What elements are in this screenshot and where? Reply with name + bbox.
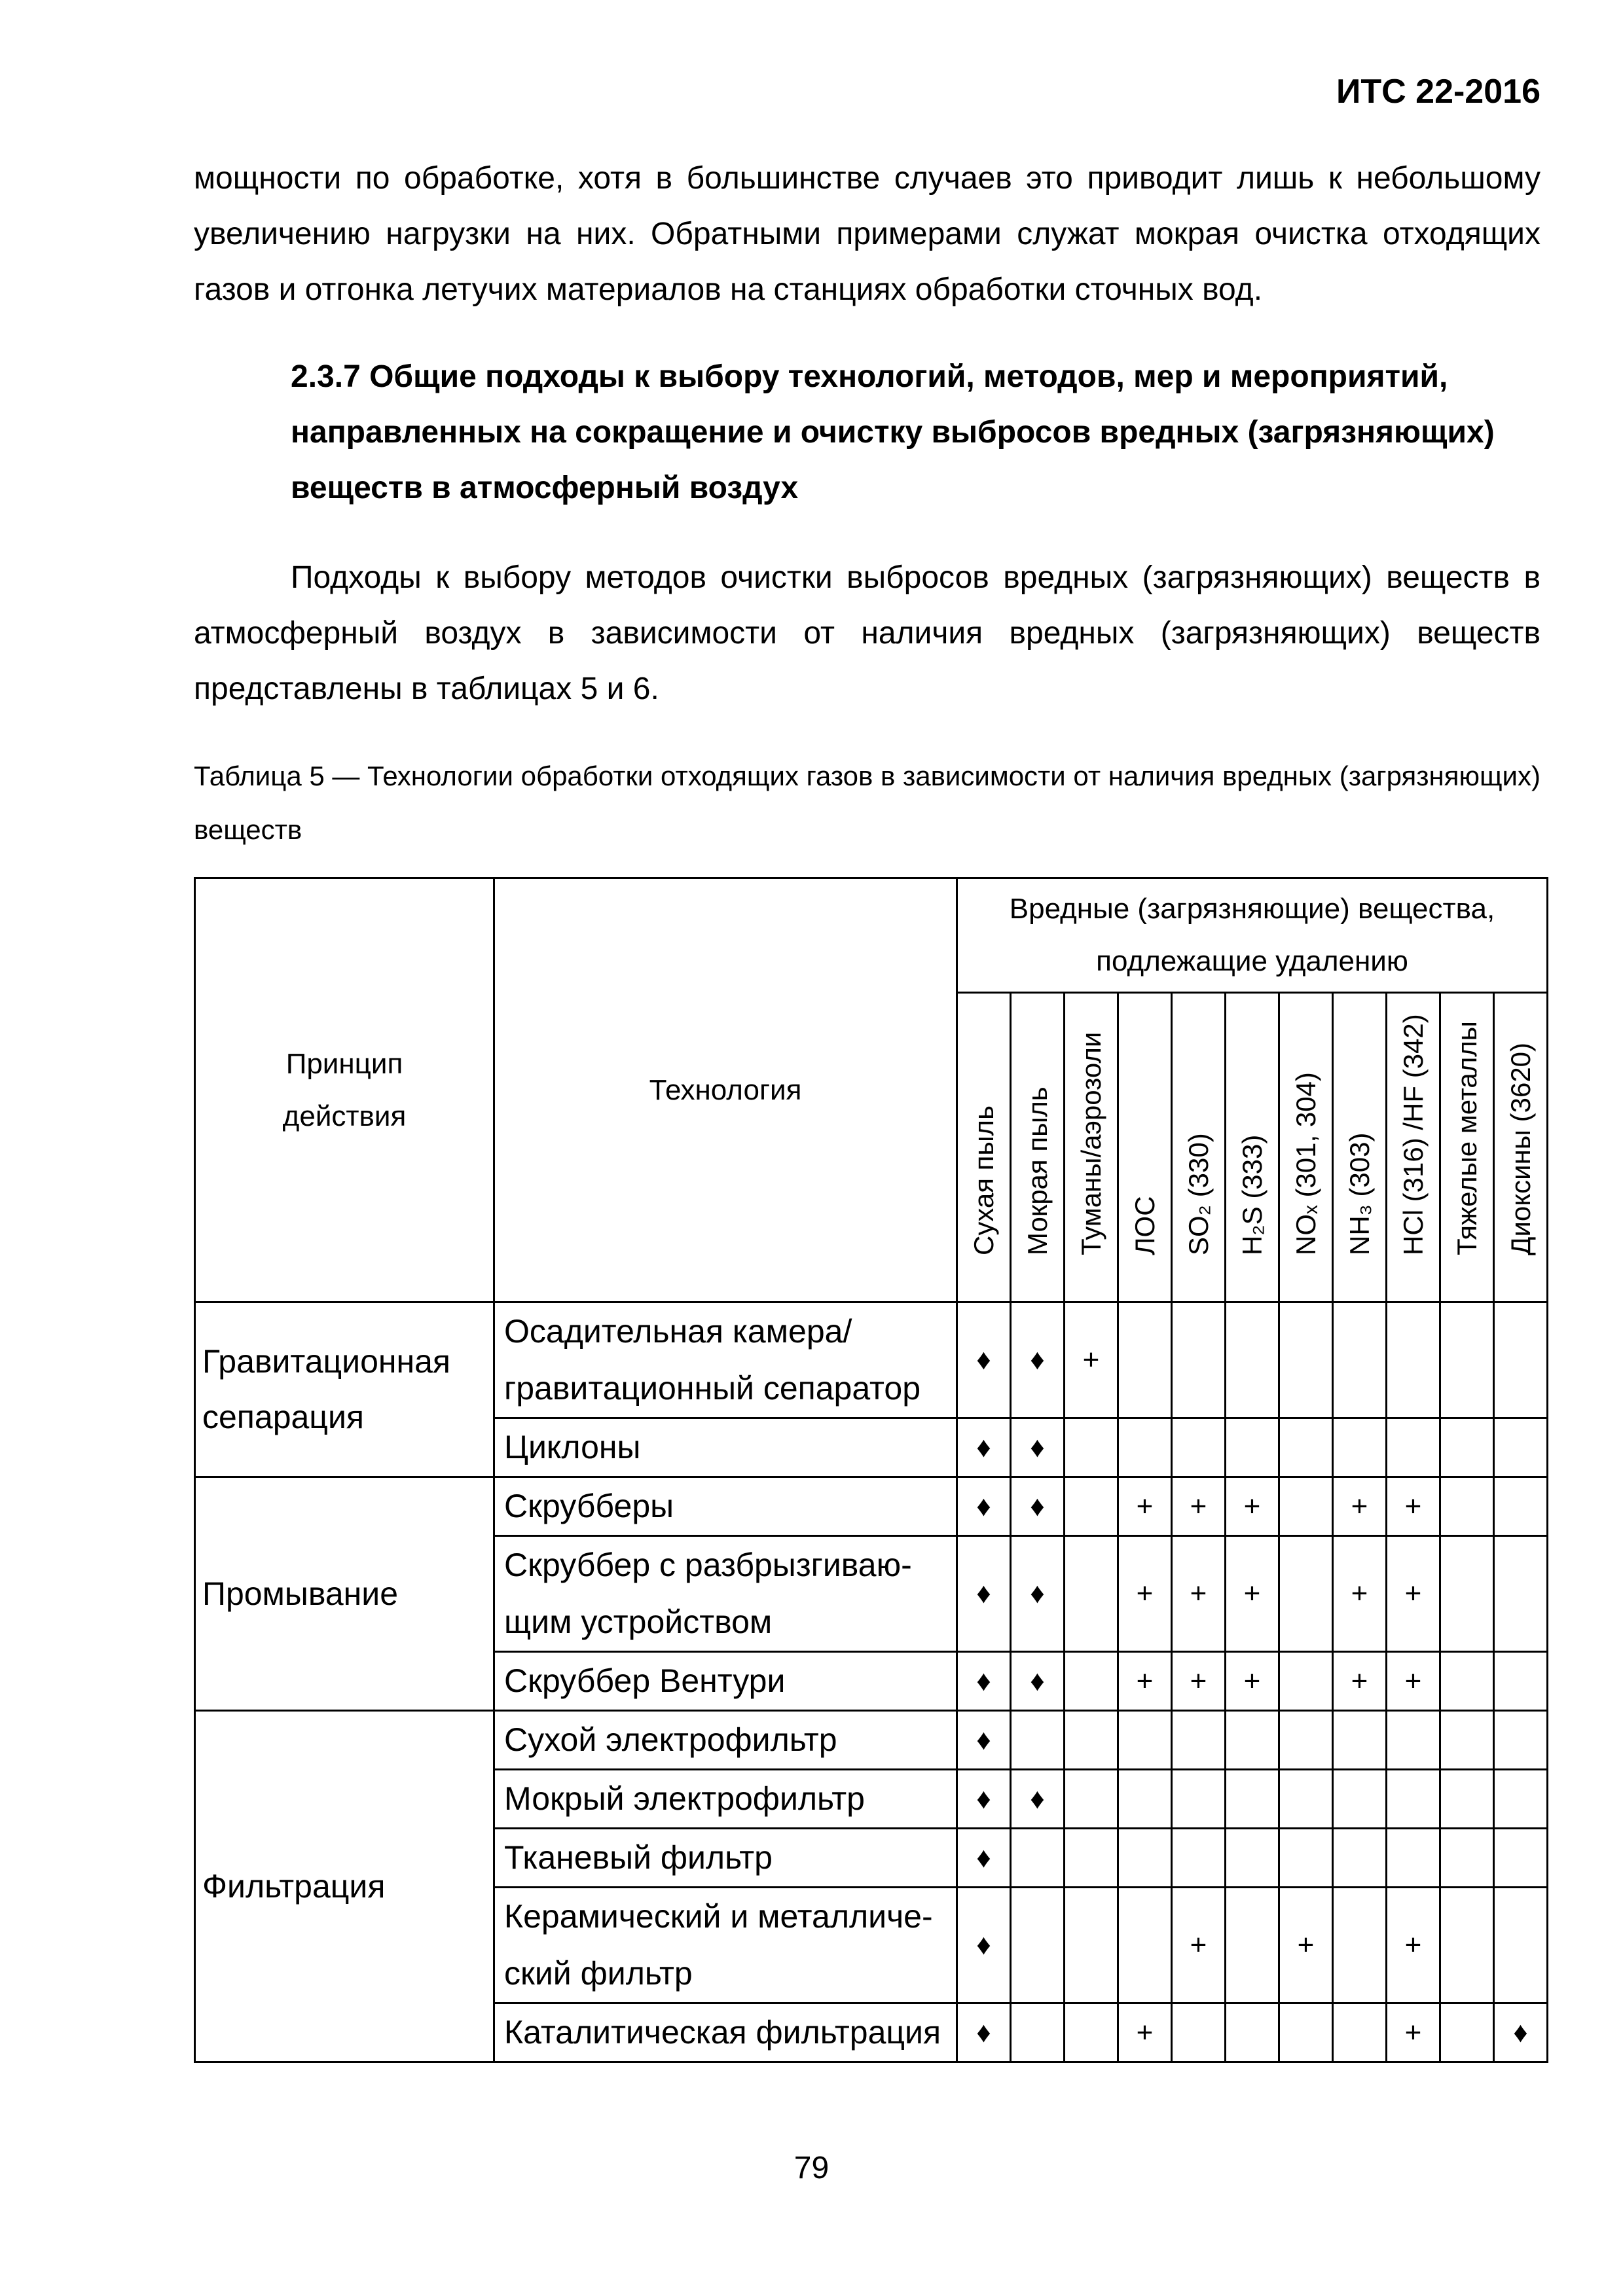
mark-cell: + <box>1118 1536 1172 1652</box>
substance-label: Тяжелые металлы <box>1451 1021 1482 1255</box>
mark-cell <box>1333 1711 1387 1770</box>
mark-cell <box>1333 1302 1387 1418</box>
mark-cell: + <box>1118 1652 1172 1711</box>
mark-cell <box>1118 1711 1172 1770</box>
mark-cell <box>1065 1711 1118 1770</box>
mark-cell <box>1494 1418 1548 1477</box>
mark-cell <box>1118 1888 1172 2003</box>
mark-cell: + <box>1279 1888 1333 2003</box>
mark-cell <box>1494 1536 1548 1652</box>
mark-cell <box>1011 2003 1065 2062</box>
header-substance <box>1494 993 1548 1302</box>
mark-cell <box>1494 1770 1548 1829</box>
technology-cell: Сухой электрофильтр <box>494 1711 957 1770</box>
header-technology: Технология <box>494 878 957 1302</box>
mark-cell <box>1226 1302 1279 1418</box>
mark-cell <box>1440 1888 1494 2003</box>
mark-cell <box>1440 1536 1494 1652</box>
technology-cell: Циклоны <box>494 1418 957 1477</box>
mark-cell <box>1494 1477 1548 1536</box>
mark-cell: + <box>1387 1652 1440 1711</box>
mark-cell <box>1118 1418 1172 1477</box>
mark-cell: + <box>1065 1302 1118 1418</box>
page-number: 79 <box>793 2151 830 2185</box>
technology-cell: Керамический и металличе-ский фильтр <box>494 1888 957 2003</box>
mark-cell <box>1065 2003 1118 2062</box>
mark-cell <box>1440 1652 1494 1711</box>
header-substances-group: Вредные (загрязняющие) вещества, подлежащие удалению <box>957 878 1548 993</box>
mark-cell <box>1494 1829 1548 1888</box>
principle-cell: Гравитационная сепарация <box>195 1302 494 1477</box>
mark-cell: + <box>1226 1652 1279 1711</box>
document-code: ИТС 22-2016 <box>1336 73 1541 111</box>
mark-cell <box>1279 1477 1333 1536</box>
mark-cell <box>1279 1829 1333 1888</box>
mark-cell: ♦ <box>1494 2003 1548 2062</box>
intro-paragraph: мощности по обработке, хотя в большинстве случаев это приводит лишь к небольшому увеличению нагрузки на них. Обратными примерами служат мокрая очистка отходящих газов и отгонка летучих материалов на станциях обработки сточных вод. <box>194 161 1541 307</box>
mark-cell <box>1440 2003 1494 2062</box>
mark-cell: ♦ <box>957 1477 1011 1536</box>
mark-cell <box>1387 1770 1440 1829</box>
mark-cell <box>1387 1302 1440 1418</box>
mark-cell <box>1279 1302 1333 1418</box>
mark-cell: + <box>1333 1652 1387 1711</box>
section-heading: 2.3.7 Общие подходы к выбору технологий, методов, мер и мероприятий, направленных на сокращение и очистку выбросов вредных (загрязняющих) веществ в атмосферный воздух <box>291 359 1495 505</box>
substance-label: HCl (316) /HF (342) <box>1397 1014 1429 1255</box>
mark-cell <box>1494 1711 1548 1770</box>
header-substance <box>1172 993 1226 1302</box>
header-principle: Принцип действия <box>195 878 494 1302</box>
mark-cell: + <box>1387 1888 1440 2003</box>
table-caption: Таблица 5 — Технологии обработки отходящих газов в зависимости от наличия вредных (загрязняющих) веществ <box>194 761 1541 845</box>
table-row <box>195 1711 1548 1770</box>
technology-cell: Скруббер Вентури <box>494 1652 957 1711</box>
mark-cell <box>1279 1711 1333 1770</box>
technology-cell: Скрубберы <box>494 1477 957 1536</box>
mark-cell <box>1011 1829 1065 1888</box>
substance-label: NOₓ (301, 304) <box>1290 1072 1321 1255</box>
mark-cell <box>1118 1770 1172 1829</box>
mark-cell: + <box>1387 2003 1440 2062</box>
body-paragraph: Подходы к выбору методов очистки выбросов вредных (загрязняющих) веществ в атмосферный воздух в зависимости от наличия вредных (загрязняющих) веществ представлены в таблицах 5 и 6. <box>194 560 1541 706</box>
mark-cell: + <box>1333 1536 1387 1652</box>
mark-cell <box>1118 1829 1172 1888</box>
mark-cell: ♦ <box>957 1418 1011 1477</box>
mark-cell <box>1333 2003 1387 2062</box>
mark-cell: + <box>1172 1477 1226 1536</box>
mark-cell <box>1279 2003 1333 2062</box>
header-substance <box>1333 993 1387 1302</box>
header-substance <box>957 993 1011 1302</box>
mark-cell: ♦ <box>1011 1302 1065 1418</box>
header-substance <box>1226 993 1279 1302</box>
mark-cell <box>1172 1770 1226 1829</box>
substance-label: Туманы/аэрозоли <box>1075 1031 1106 1255</box>
mark-cell <box>1065 1536 1118 1652</box>
mark-cell: + <box>1387 1536 1440 1652</box>
mark-cell <box>1440 1418 1494 1477</box>
technology-cell: Каталитическая фильтрация <box>494 2003 957 2062</box>
mark-cell <box>1387 1711 1440 1770</box>
mark-cell: + <box>1118 1477 1172 1536</box>
mark-cell <box>1065 1888 1118 2003</box>
mark-cell <box>1440 1770 1494 1829</box>
mark-cell <box>1011 1711 1065 1770</box>
mark-cell: + <box>1172 1888 1226 2003</box>
mark-cell <box>1279 1770 1333 1829</box>
mark-cell: + <box>1172 1536 1226 1652</box>
mark-cell: ♦ <box>957 2003 1011 2062</box>
technology-cell: Осадительная камера/ гравитационный сепаратор <box>494 1302 957 1418</box>
mark-cell <box>1172 2003 1226 2062</box>
mark-cell <box>1065 1652 1118 1711</box>
mark-cell <box>1065 1418 1118 1477</box>
substance-label: NH₃ (303) <box>1343 1132 1375 1255</box>
mark-cell <box>1279 1536 1333 1652</box>
mark-cell <box>1333 1770 1387 1829</box>
header-substance <box>1279 993 1333 1302</box>
substance-label: Мокрая пыль <box>1021 1086 1053 1255</box>
mark-cell <box>1226 1711 1279 1770</box>
mark-cell <box>1279 1418 1333 1477</box>
substance-label: H₂S (333) <box>1236 1134 1267 1255</box>
mark-cell <box>1065 1829 1118 1888</box>
mark-cell <box>1440 1477 1494 1536</box>
technology-cell: Тканевый фильтр <box>494 1829 957 1888</box>
mark-cell <box>1494 1302 1548 1418</box>
mark-cell <box>1226 1418 1279 1477</box>
mark-cell <box>1387 1829 1440 1888</box>
mark-cell <box>1279 1652 1333 1711</box>
mark-cell <box>1440 1829 1494 1888</box>
mark-cell: ♦ <box>1011 1770 1065 1829</box>
principle-cell: Промывание <box>195 1477 494 1711</box>
mark-cell: ♦ <box>1011 1652 1065 1711</box>
mark-cell <box>1333 1418 1387 1477</box>
table-row <box>195 1302 1548 1418</box>
substance-label: ЛОС <box>1129 1196 1160 1255</box>
mark-cell: + <box>1226 1477 1279 1536</box>
substance-label: SO₂ (330) <box>1182 1133 1214 1255</box>
technology-table <box>194 877 1548 2063</box>
mark-cell <box>1118 1302 1172 1418</box>
mark-cell: ♦ <box>1011 1477 1065 1536</box>
mark-cell <box>1172 1418 1226 1477</box>
mark-cell <box>1226 1829 1279 1888</box>
mark-cell <box>1333 1888 1387 2003</box>
mark-cell <box>1226 1888 1279 2003</box>
mark-cell <box>1011 1888 1065 2003</box>
mark-cell <box>1172 1829 1226 1888</box>
table-row <box>195 1477 1548 1536</box>
mark-cell <box>1440 1302 1494 1418</box>
mark-cell <box>1333 1829 1387 1888</box>
mark-cell: + <box>1118 2003 1172 2062</box>
mark-cell: ♦ <box>957 1302 1011 1418</box>
header-substance <box>1387 993 1440 1302</box>
mark-cell: ♦ <box>957 1711 1011 1770</box>
header-substance <box>1440 993 1494 1302</box>
mark-cell <box>1065 1770 1118 1829</box>
mark-cell: + <box>1226 1536 1279 1652</box>
mark-cell: ♦ <box>957 1536 1011 1652</box>
substance-label: Диоксины (3620) <box>1504 1042 1536 1255</box>
mark-cell: ♦ <box>957 1770 1011 1829</box>
mark-cell <box>1172 1302 1226 1418</box>
principle-cell: Фильтрация <box>195 1711 494 2062</box>
technology-cell: Мокрый электрофильтр <box>494 1770 957 1829</box>
mark-cell: + <box>1387 1477 1440 1536</box>
mark-cell: + <box>1172 1652 1226 1711</box>
mark-cell <box>1065 1477 1118 1536</box>
mark-cell <box>1172 1711 1226 1770</box>
header-substance <box>1011 993 1065 1302</box>
mark-cell <box>1494 1652 1548 1711</box>
mark-cell: ♦ <box>957 1888 1011 2003</box>
mark-cell <box>1226 1770 1279 1829</box>
mark-cell: ♦ <box>1011 1418 1065 1477</box>
mark-cell <box>1226 2003 1279 2062</box>
mark-cell <box>1494 1888 1548 2003</box>
mark-cell: + <box>1333 1477 1387 1536</box>
mark-cell: ♦ <box>957 1829 1011 1888</box>
substance-label: Сухая пыль <box>968 1105 999 1255</box>
technology-cell: Скруббер с разбрызгиваю-щим устройством <box>494 1536 957 1652</box>
mark-cell: ♦ <box>1011 1536 1065 1652</box>
mark-cell: ♦ <box>957 1652 1011 1711</box>
header-substance <box>1118 993 1172 1302</box>
header-substance <box>1065 993 1118 1302</box>
mark-cell <box>1440 1711 1494 1770</box>
mark-cell <box>1387 1418 1440 1477</box>
